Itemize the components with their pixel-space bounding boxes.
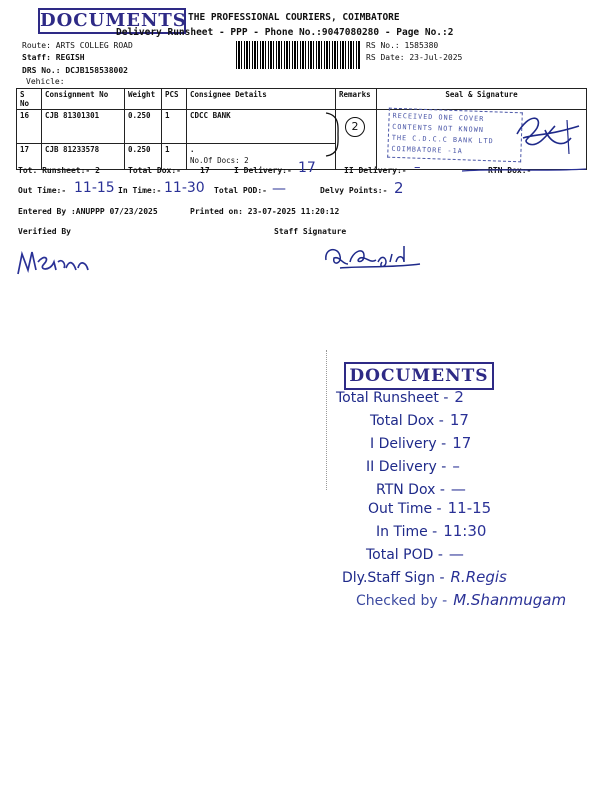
row-sno: 16 bbox=[17, 110, 42, 144]
company-name: THE PROFESSIONAL COURIERS, COIMBATORE bbox=[188, 12, 400, 23]
summary-label: Total Dox - bbox=[370, 413, 444, 429]
staff-signature-label: Staff Signature bbox=[274, 227, 347, 236]
printed-on: Printed on: 23-07-2025 11:20:12 bbox=[190, 207, 340, 216]
delvy-points-value: 2 bbox=[394, 179, 404, 197]
total-dox-label: Total Dox:- bbox=[128, 166, 181, 175]
summary-label: I Delivery - bbox=[370, 436, 447, 452]
vehicle: Vehicle: bbox=[26, 77, 65, 86]
summary-value: 11-15 bbox=[447, 499, 492, 517]
summary-row-rtn-dox bbox=[376, 480, 466, 498]
row-weight: 0.250 bbox=[125, 144, 162, 170]
out-time-label: Out Time:- bbox=[18, 186, 67, 195]
row-weight: 0.250 bbox=[125, 110, 162, 144]
summary-value: 2 bbox=[454, 388, 464, 406]
seal-line: THE C.D.C.C BANK LTD bbox=[391, 133, 494, 146]
verified-by-label: Verified By bbox=[18, 227, 71, 236]
table-header-row bbox=[17, 89, 587, 110]
col-consignment: Consignment No bbox=[42, 89, 125, 110]
consignee-text: . bbox=[190, 145, 195, 154]
remarks-count: 2 bbox=[345, 117, 365, 137]
summary-row-i-delivery bbox=[370, 434, 471, 452]
summary-value: R.Regis bbox=[450, 568, 507, 586]
summary-row-dly-staff-sign bbox=[342, 568, 507, 586]
rs-date: RS Date: 23-Jul-2025 bbox=[366, 53, 463, 62]
summary-label: RTN Dox - bbox=[376, 482, 445, 498]
summary-value: 11:30 bbox=[443, 522, 487, 540]
summary-label: II Delivery - bbox=[366, 459, 447, 475]
summary-value: 17 bbox=[449, 411, 469, 429]
row-consignment: CJB 81233578 bbox=[42, 144, 125, 170]
total-dox-value: 17 bbox=[200, 166, 210, 175]
summary-documents-stamp: DOCUMENTS bbox=[344, 362, 494, 390]
seal-line: CONTENTS NOT KNOWN bbox=[392, 122, 485, 135]
col-remarks: Remarks bbox=[336, 89, 377, 110]
i-delivery-label: I Delivery:- bbox=[234, 166, 292, 175]
rtn-strike bbox=[460, 166, 588, 176]
col-pcs: PCS bbox=[162, 89, 187, 110]
summary-value: 17 bbox=[452, 434, 472, 452]
summary-value: — bbox=[450, 480, 466, 498]
bank-seal-stamp bbox=[387, 108, 523, 163]
ii-delivery-value: – bbox=[414, 160, 421, 175]
summary-label: Out Time - bbox=[368, 501, 442, 517]
documents-stamp: DOCUMENTS bbox=[38, 8, 186, 34]
summary-label: In Time - bbox=[376, 524, 438, 540]
tot-runsheet: Tot. Runsheet:- 2 bbox=[18, 166, 100, 175]
row-pcs: 1 bbox=[162, 110, 187, 144]
col-weight: Weight bbox=[125, 89, 162, 110]
staff-signature bbox=[320, 238, 424, 272]
summary-row-total-runsheet bbox=[336, 388, 464, 406]
summary-value: — bbox=[448, 545, 464, 563]
runsheet-subtitle: Delivery Runsheet - PPP - Phone No.:9047080280 - Page No.:2 bbox=[116, 27, 454, 38]
row-consignee: CDCC BANK bbox=[187, 110, 336, 144]
summary-row-checked-by bbox=[356, 591, 566, 609]
total-pod-label: Total POD:- bbox=[214, 186, 267, 195]
in-time-value: 11-30 bbox=[164, 180, 205, 196]
drs-number: DRS No.: DCJB158538002 bbox=[22, 66, 128, 75]
summary-label: Total Runsheet - bbox=[336, 390, 449, 406]
summary-row-in-time bbox=[376, 522, 486, 540]
in-time-label: In Time:- bbox=[118, 186, 162, 195]
seal-line: COIMBATORE -1A bbox=[391, 144, 463, 156]
scan-mark bbox=[326, 350, 327, 490]
ii-delivery-label: II Delivery:- bbox=[344, 166, 407, 175]
row-consignment: CJB 81301301 bbox=[42, 110, 125, 144]
col-seal: Seal & Signature bbox=[377, 89, 587, 110]
rs-number: RS No.: 1585380 bbox=[366, 41, 439, 50]
summary-row-ii-delivery bbox=[366, 457, 460, 475]
rtn-dox-label: RTN Dox:- bbox=[488, 166, 532, 175]
summary-row-total-pod bbox=[366, 545, 464, 563]
summary-label: Total POD - bbox=[366, 547, 443, 563]
docs-count: No.Of Docs: 2 bbox=[190, 156, 249, 165]
row-sno: 17 bbox=[17, 144, 42, 170]
route: Route: ARTS COLLEG ROAD bbox=[22, 41, 133, 50]
barcode bbox=[236, 41, 360, 69]
row-pcs: 1 bbox=[162, 144, 187, 170]
total-pod-value: — bbox=[272, 181, 286, 197]
summary-row-out-time bbox=[368, 499, 491, 517]
i-delivery-value: 17 bbox=[298, 160, 316, 176]
col-consignee: Consignee Details bbox=[187, 89, 336, 110]
out-time-value: 11-15 bbox=[74, 180, 115, 196]
staff: Staff: REGISH bbox=[22, 53, 85, 62]
delvy-points-label: Delvy Points:- bbox=[320, 186, 388, 195]
summary-value: M.Shanmugam bbox=[453, 591, 567, 609]
summary-value: – bbox=[452, 457, 460, 475]
col-sno: S No bbox=[17, 89, 42, 110]
entered-by: Entered By :ANUPPP 07/23/2025 bbox=[18, 207, 158, 216]
summary-label: Dly.Staff Sign - bbox=[342, 570, 445, 586]
summary-label: Checked by - bbox=[356, 593, 448, 609]
summary-row-total-dox bbox=[370, 411, 469, 429]
seal-line: RECEIVED ONE COVER bbox=[392, 111, 485, 124]
receiver-signature bbox=[505, 104, 587, 162]
verifier-signature bbox=[14, 244, 96, 280]
